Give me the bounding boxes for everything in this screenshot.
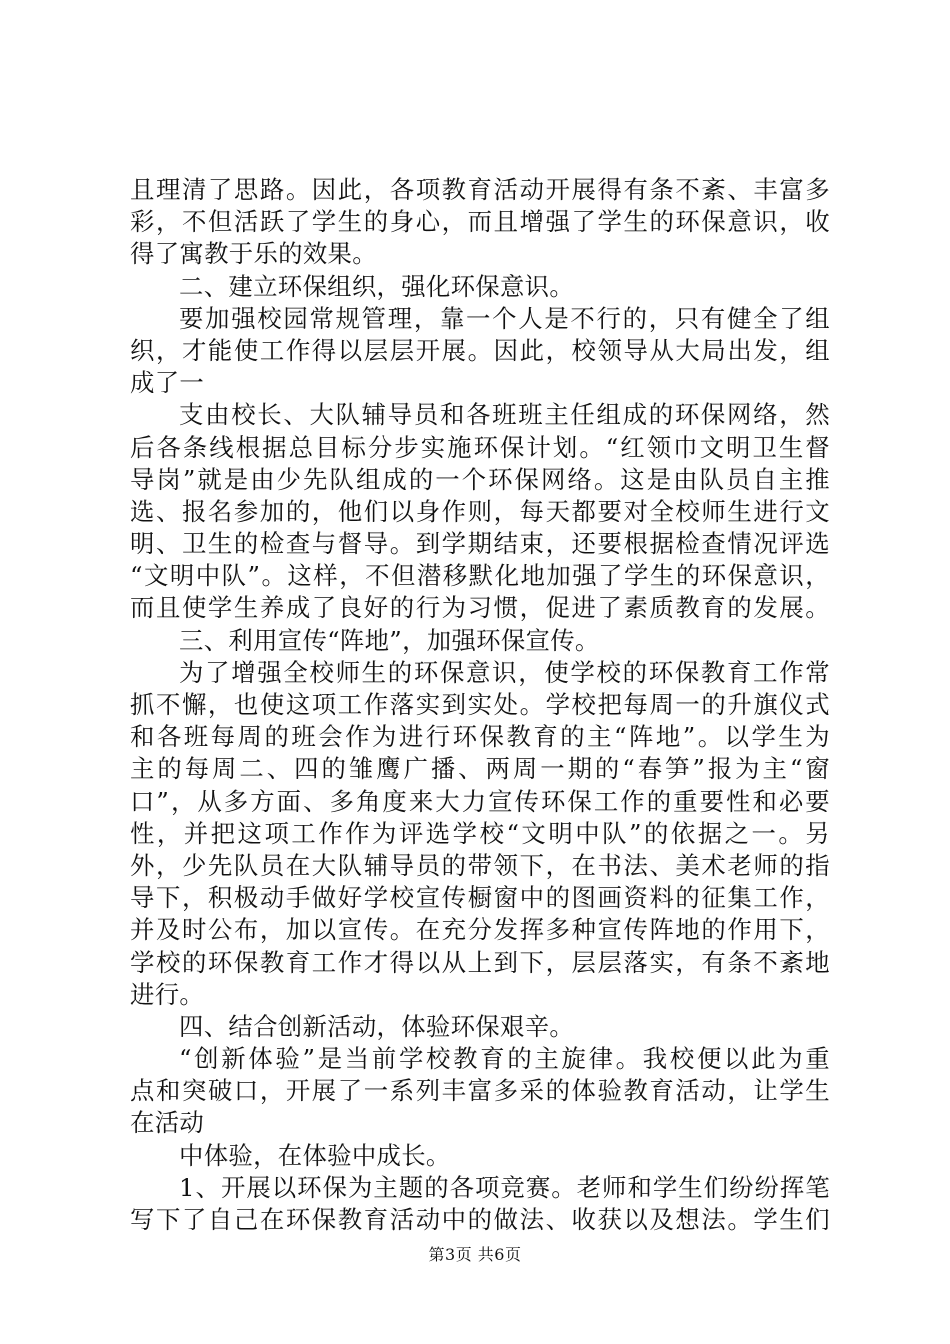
text-line: 成了一: [130, 368, 205, 398]
text-line: 点和突破口，开展了一系列丰富多采的体验教育活动，让学生: [130, 1076, 830, 1106]
text-line: 外，少先队员在大队辅导员的带领下，在书法、美术老师的指: [130, 850, 830, 880]
text-line: 导岗”就是由少先队组成的一个环保网络。这是由队员自主推: [130, 464, 830, 494]
text-line: 要加强校园常规管理，靠一个人是不行的，只有健全了组: [179, 303, 830, 333]
text-line: 抓不懈，也使这项工作落实到实处。学校把每周一的升旗仪式: [130, 690, 830, 719]
text-line: 三、利用宣传“阵地”，加强环保宣传。: [179, 625, 600, 655]
page-footer: 第3页 共6页: [428, 1245, 522, 1264]
text-line: 进行。: [130, 979, 205, 1009]
text-line: 为了增强全校师生的环保意识，使学校的环保教育工作常: [179, 657, 830, 687]
text-line: 选、报名参加的，他们以身作则，每天都要对全校师生进行文: [130, 496, 830, 526]
text-line: 导下，积极动手做好学校宣传橱窗中的图画资料的征集工作，: [130, 883, 830, 913]
text-line: 彩，不但活跃了学生的身心，而且增强了学生的环保意识，收: [130, 207, 830, 237]
text-line: 主的每周二、四的雏鹰广播、两周一期的“春笋”报为主“窗: [130, 754, 830, 784]
text-line: 学校的环保教育工作才得以从上到下，层层落实，有条不紊地: [130, 947, 830, 977]
text-line: 后各条线根据总目标分步实施环保计划。“红领巾文明卫生督: [130, 432, 830, 462]
text-line: “创新体验”是当前学校教育的主旋律。我校便以此为重: [179, 1044, 830, 1074]
text-line: 而且使学生养成了良好的行为习惯，促进了素质教育的发展。: [130, 593, 830, 623]
text-line: 在活动: [130, 1108, 205, 1138]
text-line: 性，并把这项工作作为评选学校“文明中队”的依据之一。另: [130, 818, 830, 848]
text-line: 且理清了思路。因此，各项教育活动开展得有条不紊、丰富多: [130, 175, 830, 204]
text-line: 中体验，在体验中成长。: [179, 1140, 451, 1170]
text-line: 1、开展以环保为主题的各项竞赛。老师和学生们纷纷挥笔: [179, 1172, 830, 1202]
text-line: 明、卫生的检查与督导。到学期结束，还要根据检查情况评选: [130, 529, 830, 559]
text-line: 二、建立环保组织，强化环保意识。: [179, 271, 575, 301]
text-line: 得了寓教于乐的效果。: [130, 239, 377, 269]
text-line: 支由校长、大队辅导员和各班班主任组成的环保网络，然: [179, 400, 830, 430]
text-line: 并及时公布，加以宣传。在充分发挥多种宣传阵地的作用下，: [130, 915, 830, 945]
text-line: 口”，从多方面、多角度来大力宣传环保工作的重要性和必要: [130, 786, 830, 816]
document-body: [130, 174, 830, 1236]
text-line: 写下了自己在环保教育活动中的做法、收获以及想法。学生们: [130, 1205, 830, 1234]
text-line: “文明中队”。这样，不但潜移默化地加强了学生的环保意识，: [130, 561, 830, 591]
text-line: 和各班每周的班会作为进行环保教育的主“阵地”。以学生为: [130, 722, 830, 752]
text-line: 织，才能使工作得以层层开展。因此，校领导从大局出发，组: [130, 335, 830, 365]
text-line: 四、结合创新活动，体验环保艰辛。: [179, 1011, 575, 1041]
